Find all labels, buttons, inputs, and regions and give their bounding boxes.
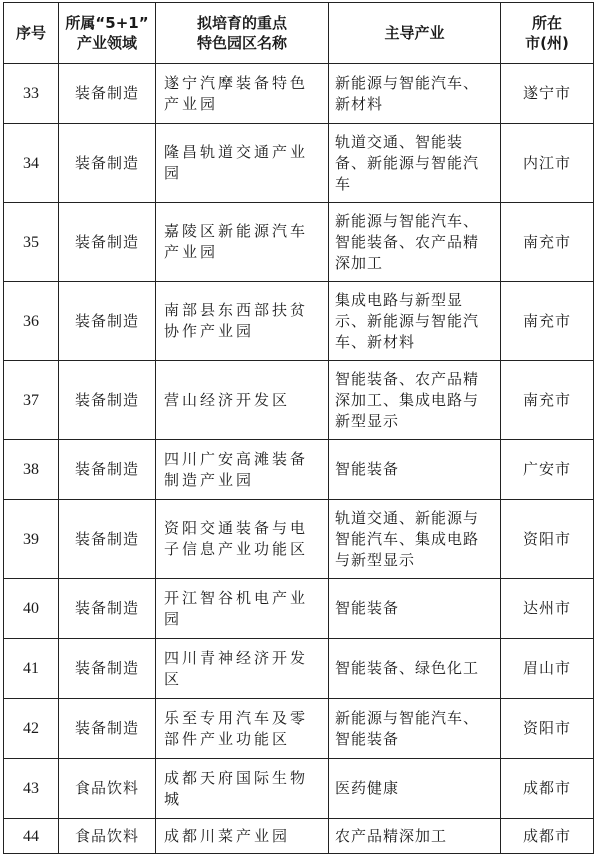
cell-seq: 34 — [4, 124, 59, 203]
cell-city: 资阳市 — [501, 699, 594, 759]
cell-industry: 新能源与智能汽车、智能装备、农产品精深加工 — [329, 203, 501, 282]
cell-park-name: 四川青神经济开发区 — [156, 639, 329, 699]
cell-city: 眉山市 — [501, 639, 594, 699]
cell-seq: 42 — [4, 699, 59, 759]
cell-industry: 智能装备 — [329, 440, 501, 500]
cell-park-name: 成都川菜产业园 — [156, 819, 329, 854]
cell-city: 资阳市 — [501, 500, 594, 579]
cell-domain: 装备制造 — [59, 203, 156, 282]
table-row — [4, 500, 594, 579]
cell-industry: 轨道交通、智能装备、新能源与智能汽车 — [329, 124, 501, 203]
cell-domain: 装备制造 — [59, 64, 156, 124]
cell-industry: 智能装备 — [329, 579, 501, 639]
cell-domain: 装备制造 — [59, 500, 156, 579]
table-header-row — [4, 3, 594, 64]
table-row — [4, 124, 594, 203]
header-seq: 序号 — [4, 3, 59, 64]
cell-domain: 食品饮料 — [59, 819, 156, 854]
cell-industry: 农产品精深加工 — [329, 819, 501, 854]
cell-seq: 37 — [4, 361, 59, 440]
cell-seq: 41 — [4, 639, 59, 699]
cell-city: 达州市 — [501, 579, 594, 639]
cell-domain: 食品饮料 — [59, 759, 156, 819]
cell-city: 南充市 — [501, 361, 594, 440]
cell-city: 广安市 — [501, 440, 594, 500]
table-row — [4, 64, 594, 124]
cell-domain: 装备制造 — [59, 282, 156, 361]
cell-industry: 集成电路与新型显示、新能源与智能汽车、新材料 — [329, 282, 501, 361]
cell-seq: 40 — [4, 579, 59, 639]
cell-domain: 装备制造 — [59, 699, 156, 759]
cell-domain: 装备制造 — [59, 124, 156, 203]
header-domain-line2: 产业领域 — [76, 34, 137, 52]
header-park — [156, 3, 329, 64]
table-row — [4, 699, 594, 759]
cell-city: 内江市 — [501, 124, 594, 203]
cell-city: 南充市 — [501, 203, 594, 282]
cell-domain: 装备制造 — [59, 639, 156, 699]
cell-park-name: 嘉陵区新能源汽车产业园 — [156, 203, 329, 282]
cell-park-name: 乐至专用汽车及零部件产业功能区 — [156, 699, 329, 759]
table-row — [4, 440, 594, 500]
table-row — [4, 282, 594, 361]
cell-industry: 新能源与智能汽车、新材料 — [329, 64, 501, 124]
cell-seq: 36 — [4, 282, 59, 361]
table-row — [4, 759, 594, 819]
header-park-line2: 特色园区名称 — [196, 34, 287, 52]
cell-city: 成都市 — [501, 819, 594, 854]
table-body — [4, 64, 594, 854]
header-domain — [59, 3, 156, 64]
cell-domain: 装备制造 — [59, 440, 156, 500]
cell-industry: 医药健康 — [329, 759, 501, 819]
cell-seq: 33 — [4, 64, 59, 124]
cell-city: 南充市 — [501, 282, 594, 361]
table-row — [4, 203, 594, 282]
cell-industry: 智能装备、农产品精深加工、集成电路与新型显示 — [329, 361, 501, 440]
header-city — [501, 3, 594, 64]
cell-park-name: 遂宁汽摩装备特色产业园 — [156, 64, 329, 124]
header-park-line1: 拟培育的重点 — [196, 14, 287, 32]
cell-city: 遂宁市 — [501, 64, 594, 124]
cell-industry: 智能装备、绿色化工 — [329, 639, 501, 699]
cell-seq: 39 — [4, 500, 59, 579]
cell-industry: 新能源与智能汽车、智能装备 — [329, 699, 501, 759]
cell-industry: 轨道交通、新能源与智能汽车、集成电路与新型显示 — [329, 500, 501, 579]
header-city-line1: 所在 — [531, 14, 562, 32]
cell-domain: 装备制造 — [59, 361, 156, 440]
cell-seq: 38 — [4, 440, 59, 500]
parks-table — [3, 2, 594, 854]
table-row — [4, 819, 594, 854]
header-domain-line1: 所属“5+1” — [65, 14, 149, 32]
cell-park-name: 南部县东西部扶贫协作产业园 — [156, 282, 329, 361]
table-row — [4, 639, 594, 699]
cell-seq: 44 — [4, 819, 59, 854]
cell-park-name: 隆昌轨道交通产业园 — [156, 124, 329, 203]
cell-seq: 35 — [4, 203, 59, 282]
cell-park-name: 四川广安高滩装备制造产业园 — [156, 440, 329, 500]
header-city-line2: 市(州) — [525, 34, 569, 52]
cell-domain: 装备制造 — [59, 579, 156, 639]
cell-park-name: 资阳交通装备与电子信息产业功能区 — [156, 500, 329, 579]
cell-park-name: 开江智谷机电产业园 — [156, 579, 329, 639]
table-row — [4, 361, 594, 440]
cell-seq: 43 — [4, 759, 59, 819]
cell-park-name: 营山经济开发区 — [156, 361, 329, 440]
table-row — [4, 579, 594, 639]
cell-city: 成都市 — [501, 759, 594, 819]
header-industry: 主导产业 — [329, 3, 501, 64]
cell-park-name: 成都天府国际生物城 — [156, 759, 329, 819]
